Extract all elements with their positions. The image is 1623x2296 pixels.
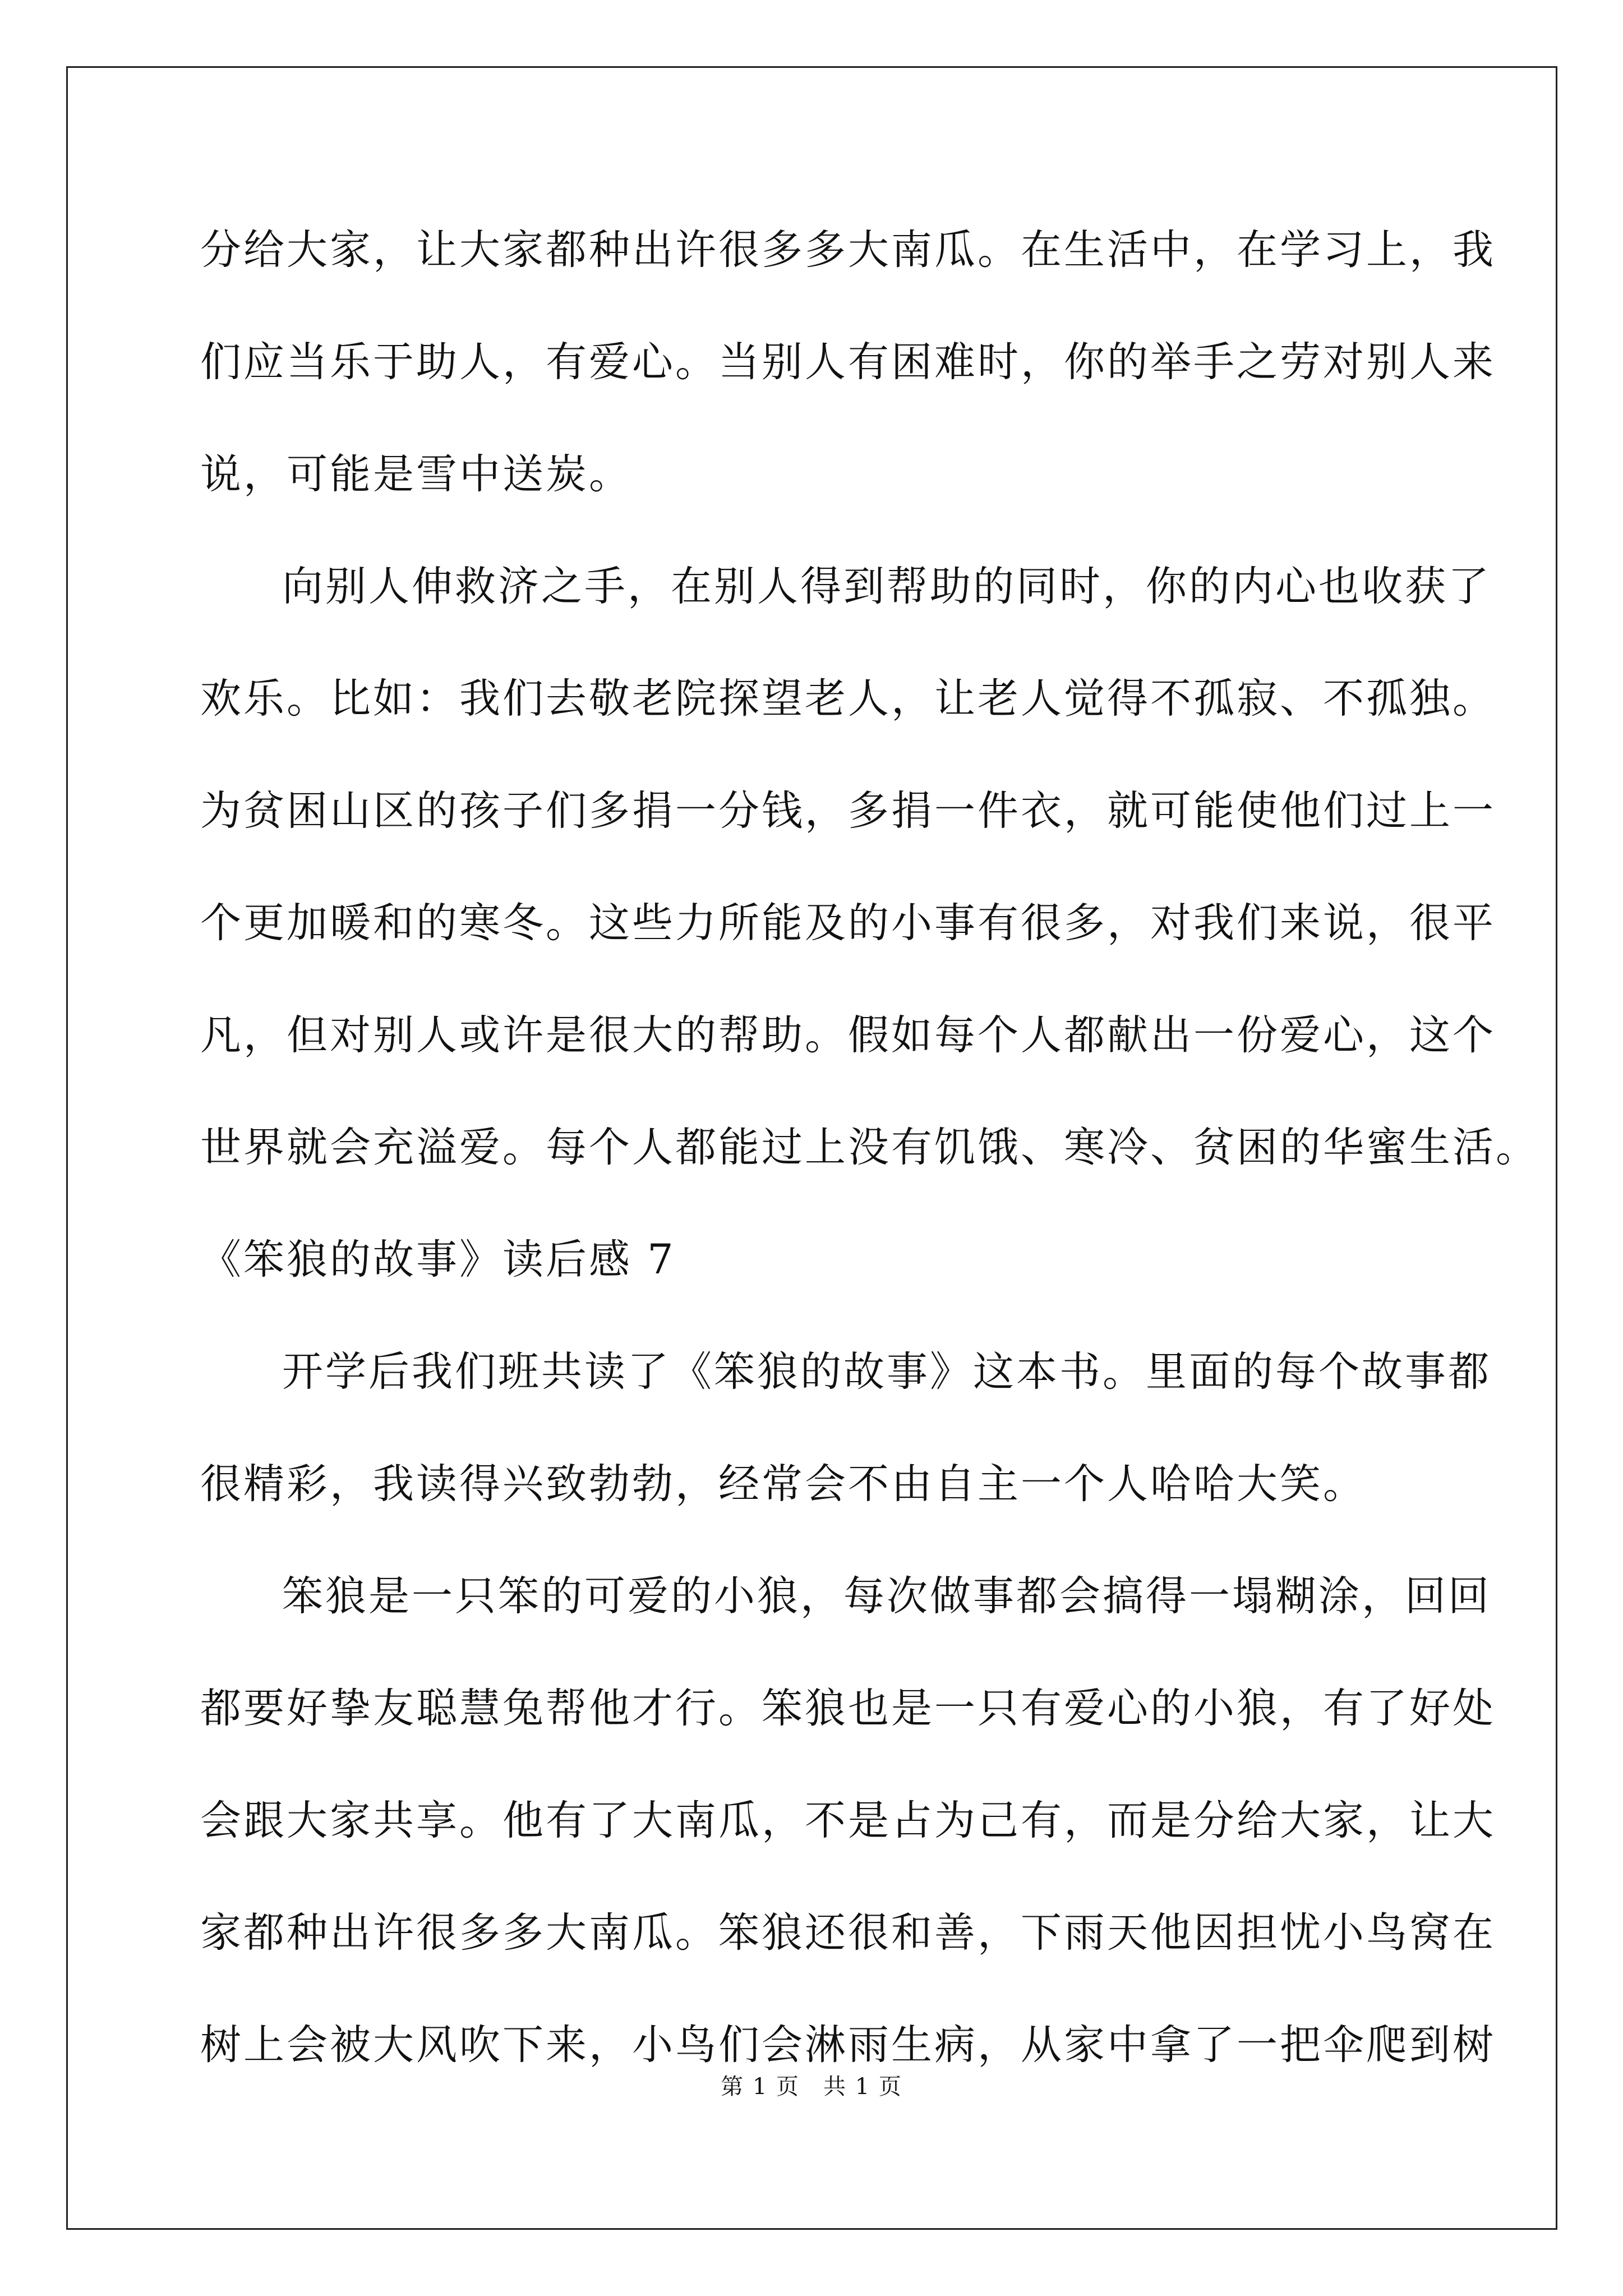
text-line: 都要好挚友聪慧兔帮他才行。笨狼也是一只有爱心的小狼，有了好处	[200, 1685, 1496, 1732]
text-line: 个更加暖和的寒冬。这些力所能及的小事有很多，对我们来说，很平	[200, 899, 1496, 947]
text-line: 们应当乐于助人，有爱心。当别人有困难时，你的举手之劳对别人来	[200, 338, 1496, 386]
text-line: 树上会被大风吹下来，小鸟们会淋雨生病，从家中拿了一把伞爬到树	[200, 2021, 1496, 2069]
page-footer: 第 1 页 共 1 页	[721, 2074, 902, 2100]
text-line: 为贫困山区的孩子们多捐一分钱，多捐一件衣，就可能使他们过上一	[200, 787, 1496, 835]
text-line: 会跟大家共享。他有了大南瓜，不是占为己有，而是分给大家，让大	[200, 1797, 1496, 1844]
text-line: 说，可能是雪中送炭。	[200, 450, 632, 498]
paragraph-start-line: 笨狼是一只笨的可爱的小狼，每次做事都会搞得一塌糊涂，回回	[282, 1572, 1491, 1620]
section-title: 《笨狼的故事》读后感 7	[200, 1236, 676, 1283]
text-line: 欢乐。比如：我们去敬老院探望老人，让老人觉得不孤寂、不孤独。	[200, 675, 1496, 723]
paragraph-start-line: 开学后我们班共读了《笨狼的故事》这本书。里面的每个故事都	[282, 1348, 1491, 1396]
paragraph-start-line: 向别人伸救济之手，在别人得到帮助的同时，你的内心也收获了	[282, 563, 1491, 610]
text-line: 世界就会充溢爱。每个人都能过上没有饥饿、寒冷、贫困的华蜜生活。	[200, 1124, 1539, 1171]
text-line: 分给大家，让大家都种出许很多多大南瓜。在生活中，在学习上，我	[200, 226, 1496, 274]
text-line: 凡，但对别人或许是很大的帮助。假如每个人都献出一份爱心，这个	[200, 1011, 1496, 1059]
text-line: 很精彩，我读得兴致勃勃，经常会不由自主一个人哈哈大笑。	[200, 1460, 1366, 1508]
text-line: 家都种出许很多多大南瓜。笨狼还很和善，下雨天他因担忧小鸟窝在	[200, 1909, 1496, 1957]
